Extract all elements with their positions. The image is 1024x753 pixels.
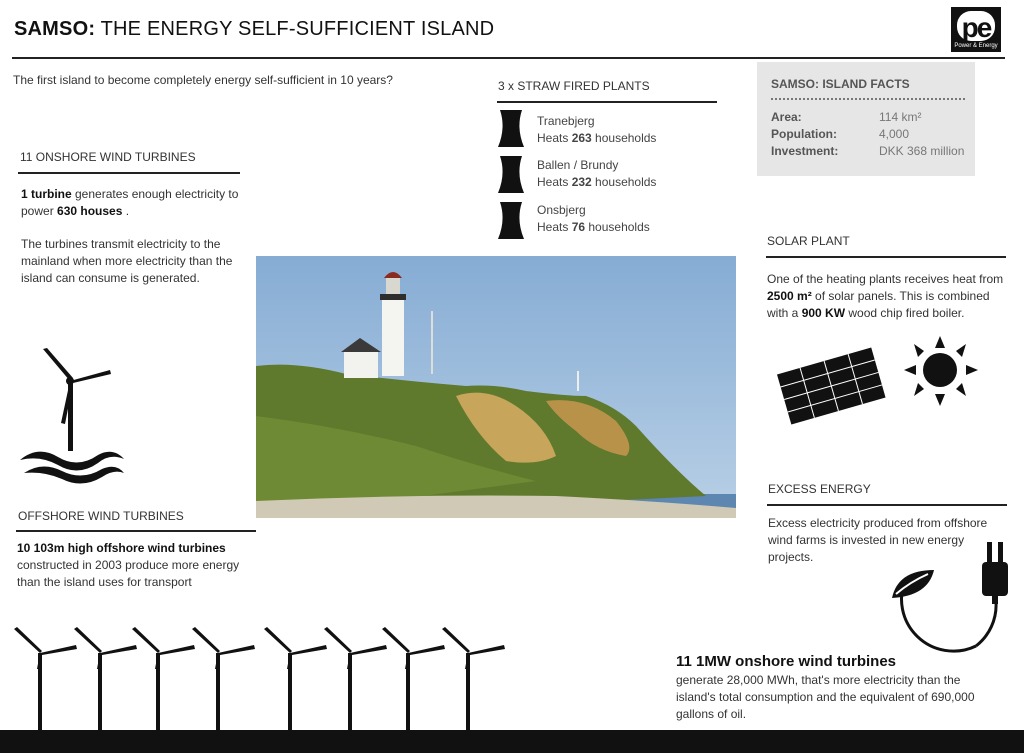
plant-heats: Heats 76 households [537, 220, 650, 234]
sun-icon [900, 334, 982, 408]
lighthouse-cliff-photo [256, 256, 736, 518]
title-divider [12, 57, 1005, 59]
excess-heading: EXCESS ENERGY [768, 482, 871, 496]
solar-rule [766, 256, 1006, 258]
logo-subtitle: Power & Energy [954, 43, 998, 49]
offshore-rule [16, 530, 256, 532]
offshore-heading: OFFSHORE WIND TURBINES [18, 509, 184, 523]
plant-onsbjerg [537, 202, 650, 236]
excess-paragraph: Excess electricity produced from offshore wind farms is invested in new energy projects. [768, 516, 988, 564]
facts-dotted-rule [771, 98, 965, 100]
offshore-turbine-icon [18, 345, 128, 490]
onshore-bold-2: 630 houses [57, 204, 123, 218]
plant-name: Tranebjerg [537, 114, 595, 128]
cooling-towers-icon [497, 110, 527, 240]
page-title [14, 18, 494, 41]
plant-name: Onsbjerg [537, 203, 586, 217]
straw-heading: 3 x STRAW FIRED PLANTS [498, 79, 650, 93]
title-rest: THE ENERGY SELF-SUFFICIENT ISLAND [100, 18, 495, 40]
onshore-bold-1: 1 turbine [21, 187, 72, 201]
fact-row-investment: Investment: DKK 368 million [771, 144, 965, 158]
plant-heats: Heats 232 households [537, 175, 657, 189]
solar-paragraph: One of the heating plants receives heat from 2500 m² of solar panels. This is combined with a 900 KW wood chip fired boiler. [767, 272, 1004, 320]
title-bold: SAMSO: [14, 18, 96, 40]
leaf-plug-icon [884, 538, 1014, 654]
onshore-mw-paragraph: generate 28,000 MWh, that's more electricity than the island's total consumption and the equivalent of 690,000 gallons of oil. [676, 673, 975, 721]
plant-name: Ballen / Brundy [537, 158, 619, 172]
intro-text: The first island to become completely energy self-sufficient in 10 years? [13, 73, 393, 87]
pe-logo [951, 7, 1001, 52]
onshore-rule [18, 172, 240, 174]
onshore-heading: 11 ONSHORE WIND TURBINES [20, 150, 196, 164]
excess-rule [767, 504, 1007, 506]
plant-tranebjerg [537, 113, 656, 147]
offshore-bold: 10 103m high offshore wind turbines [17, 541, 226, 555]
footer-bar [0, 730, 1024, 753]
straw-rule [497, 101, 717, 103]
photo-illustration [256, 256, 736, 518]
onshore-end: . [122, 204, 130, 218]
fact-row-area: Area: 114 km² [771, 110, 922, 124]
solar-heading: SOLAR PLANT [767, 234, 850, 248]
plant-heats: Heats 263 households [537, 131, 657, 145]
onshore-paragraph-2: The turbines transmit electricity to the mainland when more electricity than the island can consume is generated. [21, 237, 233, 285]
onshore-turbines-row-icon [10, 625, 510, 735]
plant-ballen-brundy [537, 157, 656, 191]
fact-row-population: Population: 4,000 [771, 127, 910, 141]
onshore-mid: generates enough electricity to power [21, 187, 239, 218]
island-facts-box [757, 62, 975, 176]
offshore-rest: constructed in 2003 produce more energy than the island uses for transport [17, 558, 240, 589]
logo-text: pe [957, 11, 995, 41]
onshore-mw-heading: 11 1MW onshore wind turbines [676, 653, 897, 670]
onshore-paragraph-1 [21, 186, 251, 220]
solar-panel-icon [776, 340, 886, 430]
facts-heading: SAMSO: ISLAND FACTS [771, 77, 910, 91]
offshore-paragraph [17, 540, 262, 591]
